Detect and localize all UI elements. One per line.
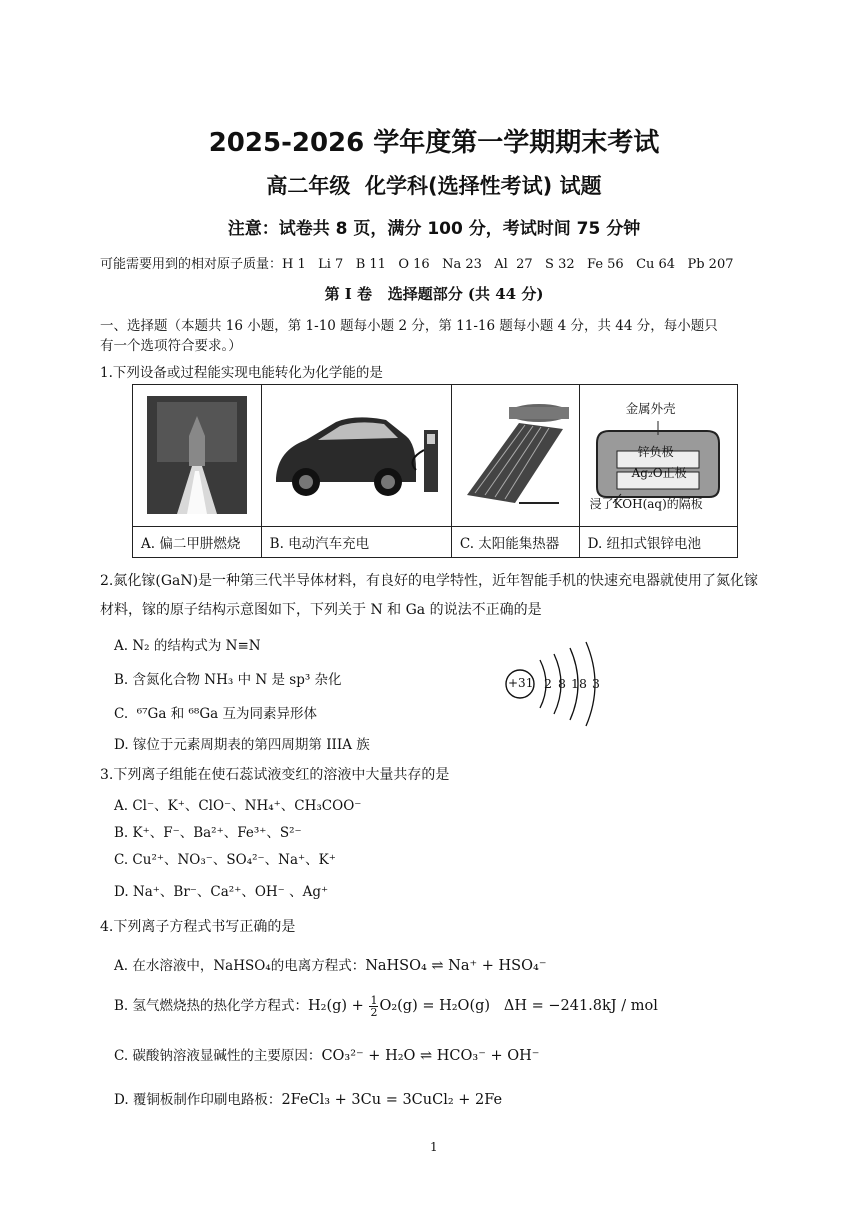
q1-option-d: D. 纽扣式银锌电池: [579, 526, 737, 557]
atomic-masses: 可能需要用到的相对原子质量：H 1 Li 7 B 11 O 16 Na 23 Al 27 S 32 Fe 56 Cu 64 Pb 207: [100, 257, 734, 272]
battery-separator-label: 浸了KOH(aq)的隔板: [589, 497, 703, 511]
q2-stem-2: 材料，镓的原子结构示意图如下，下列关于 N 和 Ga 的说法不正确的是: [100, 602, 542, 618]
exam-title: 2025-2026 学年度第一学期期末考试: [208, 128, 660, 158]
q4-equation-a: NaHSO₄ ⇌ Na⁺ + HSO₄⁻: [365, 958, 547, 974]
section-title: 第 I 卷 选择题部分 (共 44 分): [324, 285, 544, 303]
q4-option-d: D. 覆铜板制作印刷电路板：2FeCl₃ + 3Cu = 3CuCl₂ + 2Fe: [114, 1092, 503, 1108]
q1-image-a: [133, 385, 262, 527]
q2-option-a: A. N₂ 的结构式为 N≡N: [114, 638, 261, 654]
page-number: 1: [430, 1140, 438, 1154]
q2-option-d: D. 镓位于元素周期表的第四周期第 IIIA 族: [114, 737, 370, 753]
q1-image-c: [451, 385, 579, 527]
exam-subtitle: 高二年级 化学科(选择性考试) 试题: [266, 174, 602, 198]
q4-equation-c: CO₃²⁻ + H₂O ⇌ HCO₃⁻ + OH⁻: [321, 1048, 540, 1064]
rocket-launch-image: [147, 396, 247, 514]
atom-shell-1: 2: [544, 676, 552, 691]
q2-option-c: C. ⁶⁷Ga 和 ⁶⁸Ga 互为同素异形体: [114, 706, 317, 722]
electric-car-image: [266, 400, 446, 510]
q2-option-b: B. 含氮化合物 NH₃ 中 N 是 sp³ 杂化: [114, 672, 342, 688]
q4-option-b: B. 氢气燃烧热的热化学方程式：H₂(g) + $\frac{1}{2}$ O₂(g) = H₂O(g) ΔH = −241.8kJ / mol: [114, 993, 658, 1019]
atom-shell-3: 18: [571, 676, 587, 691]
battery-cathode-label: Ag₂O正极: [631, 466, 687, 480]
atom-shell-2: 8: [558, 676, 566, 691]
battery-anode-label: 锌负极: [637, 445, 674, 459]
q3-option-b: B. K⁺、F⁻、Ba²⁺、Fe³⁺、S²⁻: [114, 825, 302, 841]
battery-shell-label: 金属外壳: [625, 401, 676, 416]
atom-shell-4: 3: [592, 676, 600, 691]
q1-image-d: [579, 385, 737, 527]
q4-equation-d: 2FeCl₃ + 3Cu = 3CuCl₂ + 2Fe: [281, 1092, 503, 1108]
section-instructions-2: 有一个选项符合要求。）: [100, 338, 242, 354]
q1-option-c: C. 太阳能集热器: [451, 526, 579, 557]
solar-heater-image: [459, 399, 571, 511]
q4-option-c: C. 碳酸钠溶液显碱性的主要原因：CO₃²⁻ + H₂O ⇌ HCO₃⁻ + OH⁻: [114, 1048, 540, 1064]
gallium-atom-diagram: [500, 640, 610, 728]
q4-option-a: A. 在水溶液中，NaHSO₄的电离方程式：NaHSO₄ ⇌ Na⁺ + HSO₄⁻: [114, 958, 547, 974]
q1-image-b: [261, 385, 451, 527]
q4-equation-b: H₂(g) + $\frac{1}{2}$ O₂(g) = H₂O(g) ΔH = −241.8kJ / mol: [308, 993, 658, 1019]
atom-nucleus: +31: [508, 676, 534, 690]
q1-option-b: B. 电动汽车充电: [261, 526, 451, 557]
q1-stem: 1.下列设备或过程能实现电能转化为化学能的是: [100, 365, 383, 381]
q3-option-d: D. Na⁺、Br⁻、Ca²⁺、OH⁻ 、Ag⁺: [114, 884, 329, 900]
q2-stem-1: 2.氮化镓(GaN)是一种第三代半导体材料，有良好的电学特性，近年智能手机的快速充电器就使用了氮化镓: [100, 573, 759, 589]
q3-stem: 3.下列离子组能在使石蕊试液变红的溶液中大量共存的是: [100, 767, 450, 783]
q3-option-c: C. Cu²⁺、NO₃⁻、SO₄²⁻、Na⁺、K⁺: [114, 852, 336, 868]
exam-notice: 注意：试卷共 8 页，满分 100 分，考试时间 75 分钟: [227, 219, 641, 239]
q1-options-table: [132, 384, 738, 558]
q3-option-a: A. Cl⁻、K⁺、ClO⁻、NH₄⁺、CH₃COO⁻: [114, 798, 362, 814]
section-instructions-1: 一、选择题（本题共 16 小题，第 1-10 题每小题 2 分，第 11-16 题每小题 4 分，共 44 分，每小题只: [100, 318, 718, 334]
q1-option-a: A. 偏二甲肼燃烧: [133, 526, 262, 557]
q4-stem: 4.下列离子方程式书写正确的是: [100, 919, 296, 935]
